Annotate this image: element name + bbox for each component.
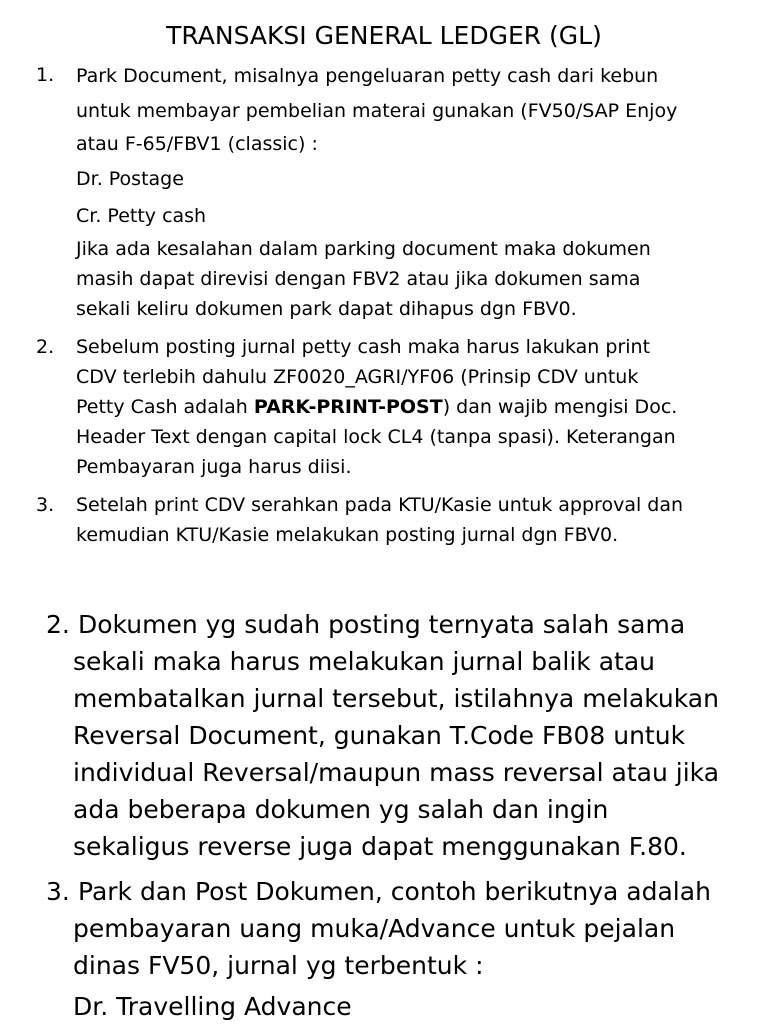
text-line: membatalkan jurnal tersebut, istilahnya melakukan xyxy=(73,684,719,713)
text-line: sekaligus reverse juga dapat menggunakan F.80. xyxy=(73,832,687,861)
journal-credit: Cr. Petty cash xyxy=(76,205,207,227)
list-item-text-continued xyxy=(73,643,753,865)
text-line: individual Reversal/maupun mass reversal atau jika xyxy=(73,758,720,787)
list-item-text xyxy=(76,490,752,550)
note-line: masih dapat direvisi dengan FBV2 atau jika dokumen sama xyxy=(76,268,641,290)
bold-term: PARK-PRINT-POST xyxy=(253,396,443,418)
list-number: 3. xyxy=(46,877,70,906)
note-line: sekali keliru dokumen park dapat dihapus dgn FBV0. xyxy=(76,298,577,320)
text-line xyxy=(76,392,752,422)
text-line: Pembayaran juga harus diisi. xyxy=(76,456,352,478)
text-line: atau F-65/FBV1 (classic) : xyxy=(76,133,318,155)
text-run: ) dan wajib mengisi Doc. xyxy=(442,396,678,418)
text-line: CDV terlebih dahulu ZF0020_AGRI/YF06 (Prinsip CDV untuk xyxy=(76,366,639,388)
list-item-text xyxy=(78,873,758,910)
text-line: Sebelum posting jurnal petty cash maka harus lakukan print xyxy=(76,336,651,358)
text-line: dinas FV50, jurnal yg terbentuk : xyxy=(73,951,484,980)
list-item-text xyxy=(76,60,752,324)
text-line: sekali maka harus melakukan jurnal balik atau xyxy=(73,647,656,676)
text-line: Header Text dengan capital lock CL4 (tanpa spasi). Keterangan xyxy=(76,426,676,448)
text-line: ada beberapa dokumen yg salah dan ingin xyxy=(73,795,609,824)
list-number: 2. xyxy=(36,336,55,358)
list-number: 1. xyxy=(36,64,55,86)
journal-debit: Dr. Travelling Advance xyxy=(73,992,352,1021)
list-number: 3. xyxy=(36,494,55,516)
text-line: pembayaran uang muka/Advance untuk pejalan xyxy=(73,914,676,943)
page-title: TRANSAKSI GENERAL LEDGER (GL) xyxy=(166,21,602,50)
list-number: 2. xyxy=(46,610,70,639)
text-line: Setelah print CDV serahkan pada KTU/Kasie untuk approval dan xyxy=(76,494,684,516)
text-line: untuk membayar pembelian materai gunakan (FV50/SAP Enjoy xyxy=(76,100,678,122)
text-line: Park dan Post Dokumen, contoh berikutnya adalah xyxy=(78,877,711,906)
list-item-text xyxy=(76,332,752,482)
text-line: Park Document, misalnya pengeluaran petty cash dari kebun xyxy=(76,65,659,87)
text-line: kemudian KTU/Kasie melakukan posting jurnal dgn FBV0. xyxy=(76,524,619,546)
note-line: Jika ada kesalahan dalam parking document maka dokumen xyxy=(76,238,651,260)
text-run: Petty Cash adalah xyxy=(76,396,254,418)
list-item-text-continued xyxy=(73,910,753,1024)
list-item-text xyxy=(78,606,758,643)
text-line: Dokumen yg sudah posting ternyata salah sama xyxy=(78,610,686,639)
journal-debit: Dr. Postage xyxy=(76,168,184,190)
text-line: Reversal Document, gunakan T.Code FB08 untuk xyxy=(73,721,686,750)
